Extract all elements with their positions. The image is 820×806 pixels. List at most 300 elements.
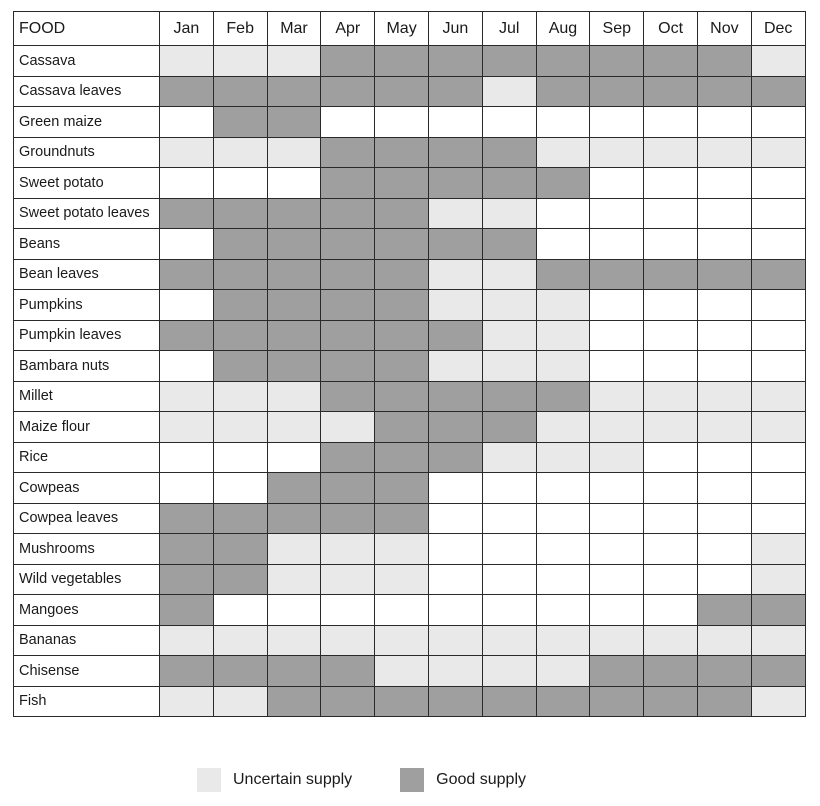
supply-cell-uncertain bbox=[536, 412, 590, 443]
supply-cell-uncertain bbox=[213, 625, 267, 656]
supply-cell-good bbox=[160, 259, 214, 290]
food-name: Cowpeas bbox=[14, 473, 160, 504]
supply-cell-none bbox=[697, 229, 751, 260]
supply-cell-good bbox=[536, 259, 590, 290]
supply-cell-good bbox=[428, 46, 482, 77]
food-name: Wild vegetables bbox=[14, 564, 160, 595]
supply-cell-good bbox=[321, 76, 375, 107]
supply-cell-good bbox=[375, 229, 429, 260]
food-name: Mushrooms bbox=[14, 534, 160, 565]
supply-cell-none bbox=[751, 503, 805, 534]
supply-cell-good bbox=[482, 412, 536, 443]
supply-cell-none bbox=[428, 107, 482, 138]
food-row bbox=[14, 351, 806, 382]
supply-cell-good bbox=[590, 76, 644, 107]
supply-cell-none bbox=[751, 290, 805, 321]
supply-cell-good bbox=[375, 473, 429, 504]
supply-cell-none bbox=[697, 320, 751, 351]
supply-cell-none bbox=[644, 290, 698, 321]
supply-cell-none bbox=[160, 229, 214, 260]
supply-cell-none bbox=[644, 168, 698, 199]
supply-cell-good bbox=[213, 229, 267, 260]
supply-cell-good bbox=[321, 46, 375, 77]
food-name: Groundnuts bbox=[14, 137, 160, 168]
food-name: Beans bbox=[14, 229, 160, 260]
supply-cell-uncertain bbox=[536, 320, 590, 351]
legend-item-good bbox=[400, 768, 526, 792]
supply-cell-good bbox=[213, 107, 267, 138]
supply-cell-good bbox=[428, 381, 482, 412]
month-header: Sep bbox=[590, 12, 644, 46]
supply-cell-uncertain bbox=[697, 137, 751, 168]
legend-swatch-good bbox=[400, 768, 424, 792]
supply-cell-none bbox=[428, 473, 482, 504]
food-row bbox=[14, 229, 806, 260]
food-name: Cowpea leaves bbox=[14, 503, 160, 534]
food-name: Green maize bbox=[14, 107, 160, 138]
supply-cell-uncertain bbox=[751, 412, 805, 443]
supply-cell-none bbox=[644, 107, 698, 138]
supply-cell-none bbox=[751, 198, 805, 229]
supply-cell-none bbox=[697, 290, 751, 321]
supply-cell-none bbox=[751, 107, 805, 138]
supply-cell-uncertain bbox=[213, 381, 267, 412]
supply-cell-none bbox=[590, 229, 644, 260]
supply-cell-good bbox=[751, 656, 805, 687]
food-name: Pumpkins bbox=[14, 290, 160, 321]
supply-cell-uncertain bbox=[697, 381, 751, 412]
supply-cell-uncertain bbox=[267, 137, 321, 168]
supply-cell-good bbox=[267, 473, 321, 504]
supply-cell-good bbox=[697, 686, 751, 717]
supply-cell-good bbox=[321, 137, 375, 168]
supply-cell-good bbox=[375, 290, 429, 321]
supply-cell-none bbox=[267, 168, 321, 199]
food-name: Rice bbox=[14, 442, 160, 473]
supply-cell-none bbox=[644, 595, 698, 626]
food-row bbox=[14, 656, 806, 687]
month-header: Oct bbox=[644, 12, 698, 46]
supply-cell-uncertain bbox=[644, 625, 698, 656]
supply-cell-good bbox=[697, 259, 751, 290]
supply-cell-good bbox=[213, 656, 267, 687]
seasonal-food-calendar bbox=[13, 11, 805, 717]
food-row bbox=[14, 534, 806, 565]
table-body bbox=[14, 46, 806, 717]
food-name: Sweet potato leaves bbox=[14, 198, 160, 229]
supply-cell-none bbox=[482, 107, 536, 138]
supply-cell-none bbox=[697, 198, 751, 229]
supply-cell-good bbox=[375, 259, 429, 290]
supply-cell-none bbox=[644, 442, 698, 473]
supply-cell-uncertain bbox=[321, 534, 375, 565]
supply-cell-uncertain bbox=[213, 46, 267, 77]
food-row bbox=[14, 290, 806, 321]
supply-cell-uncertain bbox=[321, 412, 375, 443]
supply-cell-good bbox=[482, 229, 536, 260]
supply-cell-uncertain bbox=[428, 198, 482, 229]
month-header: Jan bbox=[160, 12, 214, 46]
supply-cell-uncertain bbox=[267, 412, 321, 443]
supply-cell-uncertain bbox=[697, 412, 751, 443]
supply-cell-good bbox=[213, 564, 267, 595]
supply-cell-good bbox=[482, 381, 536, 412]
supply-cell-none bbox=[590, 564, 644, 595]
food-column-header: FOOD bbox=[14, 12, 160, 46]
supply-cell-none bbox=[590, 503, 644, 534]
supply-cell-good bbox=[267, 351, 321, 382]
supply-cell-good bbox=[375, 686, 429, 717]
supply-cell-uncertain bbox=[751, 381, 805, 412]
month-header: Jul bbox=[482, 12, 536, 46]
supply-cell-good bbox=[160, 564, 214, 595]
supply-cell-good bbox=[321, 686, 375, 717]
supply-cell-none bbox=[644, 351, 698, 382]
supply-cell-good bbox=[428, 442, 482, 473]
supply-cell-good bbox=[321, 168, 375, 199]
supply-cell-none bbox=[536, 534, 590, 565]
supply-cell-none bbox=[160, 473, 214, 504]
supply-cell-uncertain bbox=[644, 412, 698, 443]
food-name: Pumpkin leaves bbox=[14, 320, 160, 351]
supply-cell-none bbox=[590, 351, 644, 382]
supply-cell-none bbox=[213, 442, 267, 473]
supply-cell-good bbox=[321, 503, 375, 534]
supply-cell-none bbox=[590, 320, 644, 351]
month-header: Dec bbox=[751, 12, 805, 46]
food-name: Cassava bbox=[14, 46, 160, 77]
supply-cell-none bbox=[213, 473, 267, 504]
supply-cell-uncertain bbox=[536, 442, 590, 473]
supply-cell-good bbox=[375, 198, 429, 229]
supply-cell-none bbox=[160, 290, 214, 321]
supply-cell-none bbox=[751, 168, 805, 199]
supply-cell-good bbox=[160, 534, 214, 565]
food-name: Sweet potato bbox=[14, 168, 160, 199]
food-row bbox=[14, 168, 806, 199]
supply-cell-good bbox=[213, 198, 267, 229]
supply-cell-uncertain bbox=[697, 625, 751, 656]
supply-cell-none bbox=[375, 107, 429, 138]
supply-cell-good bbox=[375, 381, 429, 412]
supply-cell-none bbox=[697, 503, 751, 534]
food-row bbox=[14, 625, 806, 656]
supply-cell-uncertain bbox=[160, 412, 214, 443]
food-name: Bananas bbox=[14, 625, 160, 656]
month-header: Jun bbox=[428, 12, 482, 46]
supply-cell-none bbox=[644, 534, 698, 565]
supply-cell-none bbox=[590, 595, 644, 626]
supply-cell-good bbox=[644, 686, 698, 717]
supply-cell-good bbox=[267, 198, 321, 229]
supply-cell-none bbox=[697, 564, 751, 595]
supply-cell-good bbox=[428, 137, 482, 168]
header-row bbox=[14, 12, 806, 46]
supply-cell-uncertain bbox=[644, 137, 698, 168]
supply-cell-none bbox=[644, 564, 698, 595]
supply-cell-none bbox=[482, 564, 536, 595]
supply-cell-good bbox=[751, 595, 805, 626]
supply-cell-uncertain bbox=[482, 656, 536, 687]
supply-cell-none bbox=[697, 442, 751, 473]
supply-cell-none bbox=[536, 564, 590, 595]
supply-cell-none bbox=[428, 534, 482, 565]
supply-cell-none bbox=[160, 351, 214, 382]
supply-cell-uncertain bbox=[160, 686, 214, 717]
food-row bbox=[14, 46, 806, 77]
supply-cell-none bbox=[482, 473, 536, 504]
supply-cell-none bbox=[751, 229, 805, 260]
supply-cell-good bbox=[321, 442, 375, 473]
supply-cell-uncertain bbox=[375, 656, 429, 687]
supply-cell-uncertain bbox=[482, 351, 536, 382]
supply-cell-none bbox=[375, 595, 429, 626]
supply-cell-none bbox=[751, 351, 805, 382]
supply-cell-none bbox=[590, 107, 644, 138]
supply-cell-good bbox=[213, 259, 267, 290]
supply-cell-good bbox=[375, 46, 429, 77]
supply-cell-good bbox=[590, 656, 644, 687]
food-row bbox=[14, 198, 806, 229]
supply-cell-uncertain bbox=[590, 625, 644, 656]
supply-cell-uncertain bbox=[267, 564, 321, 595]
supply-cell-good bbox=[375, 351, 429, 382]
supply-cell-none bbox=[536, 107, 590, 138]
supply-cell-none bbox=[590, 290, 644, 321]
food-row bbox=[14, 503, 806, 534]
supply-cell-none bbox=[590, 473, 644, 504]
supply-cell-uncertain bbox=[590, 137, 644, 168]
supply-cell-none bbox=[644, 503, 698, 534]
month-header: Mar bbox=[267, 12, 321, 46]
food-name: Cassava leaves bbox=[14, 76, 160, 107]
supply-cell-uncertain bbox=[213, 412, 267, 443]
supply-cell-none bbox=[644, 320, 698, 351]
supply-cell-good bbox=[267, 503, 321, 534]
supply-cell-none bbox=[644, 473, 698, 504]
supply-cell-none bbox=[697, 473, 751, 504]
supply-cell-good bbox=[375, 503, 429, 534]
supply-cell-good bbox=[160, 76, 214, 107]
food-row bbox=[14, 473, 806, 504]
supply-cell-good bbox=[321, 259, 375, 290]
supply-cell-uncertain bbox=[267, 534, 321, 565]
supply-cell-good bbox=[267, 76, 321, 107]
supply-cell-good bbox=[697, 656, 751, 687]
supply-cell-good bbox=[644, 656, 698, 687]
supply-cell-good bbox=[536, 381, 590, 412]
supply-cell-good bbox=[428, 412, 482, 443]
supply-cell-none bbox=[536, 503, 590, 534]
supply-cell-good bbox=[213, 320, 267, 351]
supply-cell-good bbox=[482, 137, 536, 168]
supply-cell-uncertain bbox=[321, 625, 375, 656]
supply-cell-uncertain bbox=[160, 137, 214, 168]
supply-cell-uncertain bbox=[482, 76, 536, 107]
supply-cell-good bbox=[482, 46, 536, 77]
food-name: Chisense bbox=[14, 656, 160, 687]
supply-cell-none bbox=[536, 473, 590, 504]
supply-cell-none bbox=[428, 564, 482, 595]
supply-cell-uncertain bbox=[321, 564, 375, 595]
supply-cell-good bbox=[375, 442, 429, 473]
supply-cell-none bbox=[536, 198, 590, 229]
supply-cell-good bbox=[644, 259, 698, 290]
supply-cell-good bbox=[644, 76, 698, 107]
supply-cell-good bbox=[590, 686, 644, 717]
supply-cell-good bbox=[751, 76, 805, 107]
supply-cell-good bbox=[536, 686, 590, 717]
month-header: Aug bbox=[536, 12, 590, 46]
supply-cell-good bbox=[428, 229, 482, 260]
supply-cell-good bbox=[321, 198, 375, 229]
supply-cell-none bbox=[536, 229, 590, 260]
supply-cell-good bbox=[267, 656, 321, 687]
supply-cell-none bbox=[697, 168, 751, 199]
supply-cell-good bbox=[428, 168, 482, 199]
supply-cell-uncertain bbox=[213, 137, 267, 168]
supply-cell-none bbox=[697, 534, 751, 565]
supply-cell-none bbox=[590, 198, 644, 229]
supply-cell-good bbox=[375, 320, 429, 351]
supply-cell-good bbox=[160, 656, 214, 687]
supply-cell-uncertain bbox=[751, 534, 805, 565]
supply-cell-none bbox=[321, 107, 375, 138]
supply-cell-none bbox=[321, 595, 375, 626]
supply-cell-good bbox=[697, 46, 751, 77]
supply-cell-good bbox=[536, 46, 590, 77]
supply-cell-good bbox=[213, 503, 267, 534]
supply-cell-good bbox=[267, 320, 321, 351]
supply-cell-none bbox=[428, 503, 482, 534]
supply-cell-good bbox=[697, 76, 751, 107]
supply-cell-uncertain bbox=[751, 137, 805, 168]
supply-cell-good bbox=[321, 290, 375, 321]
supply-cell-uncertain bbox=[160, 625, 214, 656]
supply-cell-uncertain bbox=[482, 442, 536, 473]
supply-cell-good bbox=[160, 320, 214, 351]
supply-cell-good bbox=[213, 534, 267, 565]
supply-cell-uncertain bbox=[375, 534, 429, 565]
food-name: Mangoes bbox=[14, 595, 160, 626]
supply-cell-good bbox=[213, 351, 267, 382]
legend-swatch-uncertain bbox=[197, 768, 221, 792]
month-header: May bbox=[375, 12, 429, 46]
supply-cell-none bbox=[697, 107, 751, 138]
supply-cell-none bbox=[482, 534, 536, 565]
supply-cell-good bbox=[644, 46, 698, 77]
supply-cell-none bbox=[751, 442, 805, 473]
supply-cell-uncertain bbox=[160, 381, 214, 412]
food-row bbox=[14, 320, 806, 351]
supply-cell-uncertain bbox=[536, 137, 590, 168]
food-row bbox=[14, 686, 806, 717]
supply-cell-none bbox=[751, 320, 805, 351]
month-header: Feb bbox=[213, 12, 267, 46]
supply-cell-none bbox=[644, 198, 698, 229]
supply-cell-uncertain bbox=[160, 46, 214, 77]
supply-cell-good bbox=[321, 229, 375, 260]
supply-cell-good bbox=[428, 686, 482, 717]
food-row bbox=[14, 107, 806, 138]
supply-cell-none bbox=[160, 107, 214, 138]
supply-cell-none bbox=[160, 442, 214, 473]
supply-cell-uncertain bbox=[267, 381, 321, 412]
supply-cell-none bbox=[213, 595, 267, 626]
month-header: Apr bbox=[321, 12, 375, 46]
supply-cell-good bbox=[590, 46, 644, 77]
legend-item-uncertain bbox=[197, 768, 352, 792]
supply-cell-uncertain bbox=[644, 381, 698, 412]
legend-label: Good supply bbox=[436, 771, 527, 788]
supply-cell-good bbox=[321, 381, 375, 412]
supply-cell-none bbox=[590, 534, 644, 565]
supply-cell-uncertain bbox=[375, 625, 429, 656]
supply-cell-good bbox=[375, 412, 429, 443]
supply-cell-uncertain bbox=[536, 625, 590, 656]
supply-cell-none bbox=[482, 595, 536, 626]
supply-cell-uncertain bbox=[428, 625, 482, 656]
supply-cell-good bbox=[321, 473, 375, 504]
supply-cell-uncertain bbox=[428, 259, 482, 290]
supply-cell-none bbox=[482, 503, 536, 534]
supply-cell-good bbox=[375, 137, 429, 168]
supply-cell-uncertain bbox=[751, 564, 805, 595]
supply-cell-uncertain bbox=[267, 625, 321, 656]
food-supply-table bbox=[13, 11, 806, 717]
supply-cell-good bbox=[267, 259, 321, 290]
supply-cell-good bbox=[213, 76, 267, 107]
food-row bbox=[14, 259, 806, 290]
supply-cell-good bbox=[482, 168, 536, 199]
supply-cell-uncertain bbox=[536, 656, 590, 687]
supply-cell-uncertain bbox=[536, 351, 590, 382]
supply-cell-none bbox=[536, 595, 590, 626]
food-row bbox=[14, 381, 806, 412]
supply-cell-uncertain bbox=[267, 46, 321, 77]
supply-cell-uncertain bbox=[482, 259, 536, 290]
food-row bbox=[14, 595, 806, 626]
supply-cell-good bbox=[321, 656, 375, 687]
supply-cell-none bbox=[644, 229, 698, 260]
supply-cell-good bbox=[375, 76, 429, 107]
food-name: Maize flour bbox=[14, 412, 160, 443]
supply-cell-good bbox=[321, 320, 375, 351]
supply-cell-uncertain bbox=[590, 381, 644, 412]
supply-cell-uncertain bbox=[213, 686, 267, 717]
supply-cell-good bbox=[428, 320, 482, 351]
food-name: Fish bbox=[14, 686, 160, 717]
food-name: Bean leaves bbox=[14, 259, 160, 290]
supply-cell-good bbox=[590, 259, 644, 290]
food-row bbox=[14, 137, 806, 168]
supply-cell-uncertain bbox=[428, 351, 482, 382]
food-row bbox=[14, 76, 806, 107]
food-row bbox=[14, 564, 806, 595]
supply-cell-none bbox=[697, 351, 751, 382]
supply-cell-uncertain bbox=[482, 198, 536, 229]
supply-cell-good bbox=[697, 595, 751, 626]
supply-cell-none bbox=[751, 473, 805, 504]
supply-cell-uncertain bbox=[751, 625, 805, 656]
supply-cell-good bbox=[160, 595, 214, 626]
supply-cell-good bbox=[267, 107, 321, 138]
supply-cell-good bbox=[375, 168, 429, 199]
supply-cell-good bbox=[160, 198, 214, 229]
supply-cell-good bbox=[751, 259, 805, 290]
supply-cell-uncertain bbox=[482, 320, 536, 351]
supply-cell-none bbox=[590, 168, 644, 199]
